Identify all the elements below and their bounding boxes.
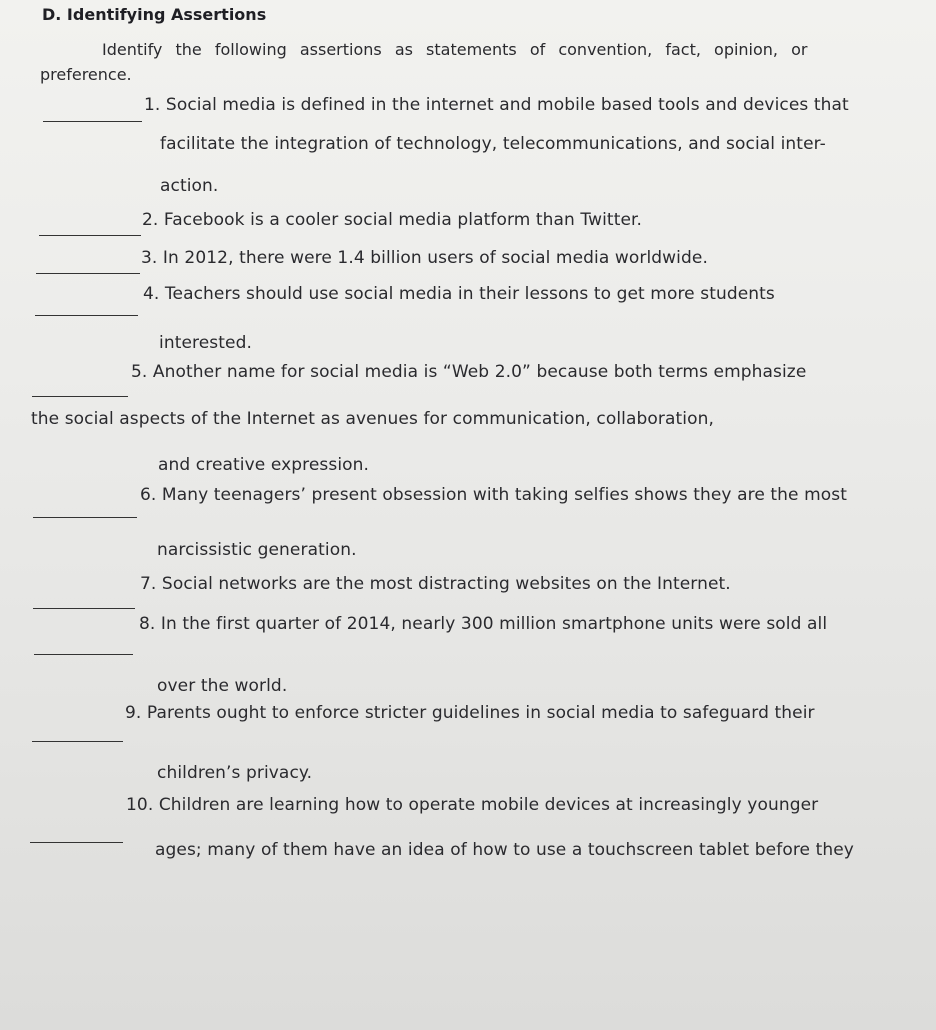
instructions-line-1: Identify the following assertions as statements of convention, fact, opinion, or (102, 40, 808, 59)
item-9-line-2: children’s privacy. (157, 763, 313, 783)
item-4-line-1: 4. Teachers should use social media in their lessons to get more students (143, 284, 775, 304)
instructions-line-2: preference. (40, 65, 132, 84)
item-5-line-1: 5. Another name for social media is “Web 2.0” because both terms emphasize (131, 362, 807, 382)
section-title: D. Identifying Assertions (42, 5, 267, 24)
answer-blank-6[interactable] (33, 517, 137, 518)
answer-blank-7[interactable] (33, 608, 135, 609)
item-1-line-3: action. (160, 176, 219, 196)
item-2-line-1: 2. Facebook is a cooler social media platform than Twitter. (142, 210, 643, 230)
answer-blank-4[interactable] (35, 315, 138, 316)
answer-blank-2[interactable] (39, 235, 141, 236)
item-1-line-2: facilitate the integration of technology, telecommunications, and social inter- (160, 134, 826, 154)
item-1-line-1: 1. Social media is defined in the internet and mobile based tools and devices that (144, 95, 849, 115)
item-10-line-2: ages; many of them have an idea of how to use a touchscreen tablet before they (155, 840, 854, 860)
item-10-line-1: 10. Children are learning how to operate mobile devices at increasingly younger (126, 795, 819, 815)
item-6-line-2: narcissistic generation. (157, 540, 357, 560)
answer-blank-10[interactable] (30, 842, 123, 843)
answer-blank-8[interactable] (34, 654, 133, 655)
answer-blank-9[interactable] (32, 741, 123, 742)
item-8-line-2: over the world. (157, 676, 288, 696)
item-3-line-1: 3. In 2012, there were 1.4 billion users of social media worldwide. (141, 248, 708, 268)
item-4-line-2: interested. (159, 333, 252, 353)
item-8-line-1: 8. In the first quarter of 2014, nearly 300 million smartphone units were sold all (139, 614, 828, 634)
answer-blank-5[interactable] (32, 396, 128, 397)
answer-blank-1[interactable] (43, 121, 142, 122)
item-9-line-1: 9. Parents ought to enforce stricter guidelines in social media to safeguard their (125, 703, 815, 723)
item-7-line-1: 7. Social networks are the most distracting websites on the Internet. (140, 574, 731, 594)
answer-blank-3[interactable] (36, 273, 140, 274)
item-5-line-3: and creative expression. (158, 455, 370, 475)
item-5-line-2: the social aspects of the Internet as avenues for communication, collaboration, (31, 409, 714, 429)
item-6-line-1: 6. Many teenagers’ present obsession with taking selfies shows they are the most (140, 485, 847, 505)
